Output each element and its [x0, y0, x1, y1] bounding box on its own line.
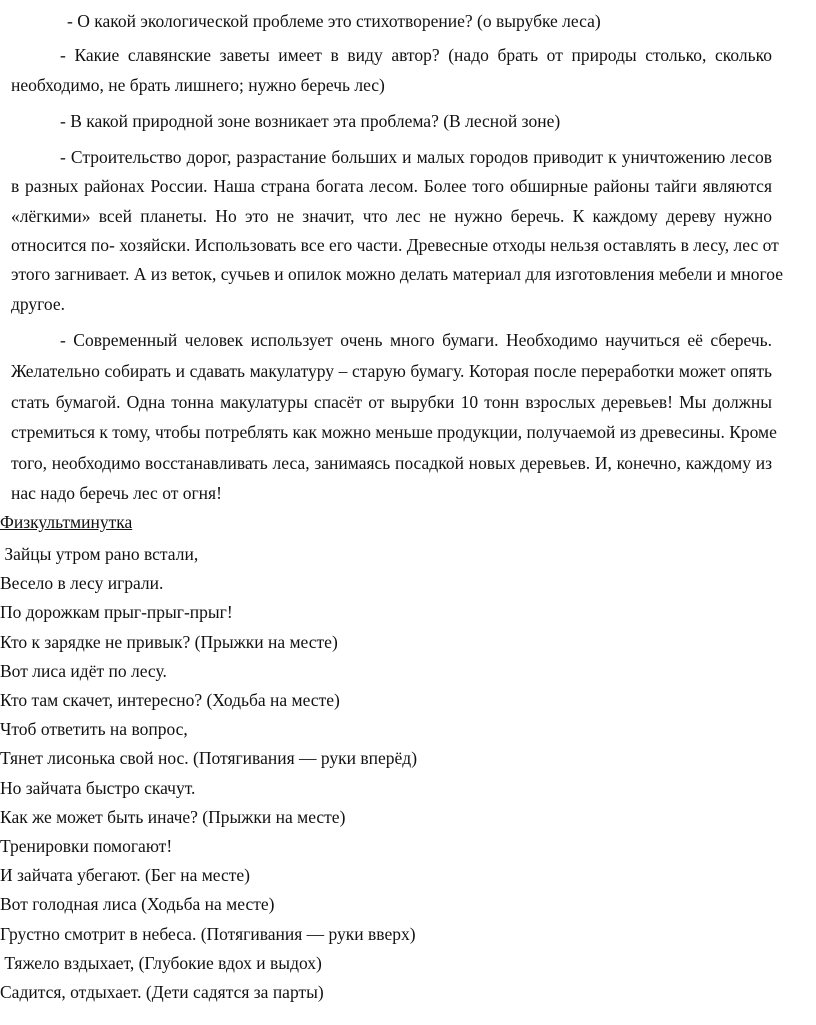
paragraph-forest-line-1: - Строительство дорог, разрастание больших и малых городов приводит к уничтожению лесов [60, 147, 772, 167]
paragraph-paper-line-4: стремиться к тому, чтобы потреблять как можно меньше продукции, получаемой из древесины. Кроме [11, 422, 777, 442]
poem-line: Чтоб ответить на вопрос, [0, 719, 188, 739]
paragraph-paper-line-6: нас надо беречь лес от огня! [11, 483, 222, 503]
poem-line: По дорожкам прыг-прыг-прыг! [0, 602, 233, 622]
paragraph-forest-line-5: этого загнивает. А из веток, сучьев и опилок можно делать материал для изготовления мебели и многое [11, 264, 783, 284]
question-ecological-problem: - О какой экологической проблеме это стихотворение? (о вырубке леса) [67, 11, 601, 31]
poem-line: Грустно смотрит в небеса. (Потягивания — руки вверх) [0, 924, 416, 944]
paragraph-forest-line-2: в разных районах России. Наша страна богата лесом. Более того обширные районы тайги являются [11, 176, 772, 196]
paragraph-paper-line-1: - Современный человек использует очень много бумаги. Необходимо научиться её сберечь. [60, 330, 772, 350]
paragraph-paper-line-5: того, необходимо восстанавливать леса, занимаясь посадкой новых деревьев. И, конечно, каждому из [11, 453, 772, 473]
paragraph-paper-line-2: Желательно собирать и сдавать макулатуру – старую бумагу. Которая после переработки может опять [11, 361, 772, 381]
question-natural-zone: - В какой природной зоне возникает эта проблема? (В лесной зоне) [60, 111, 561, 131]
paragraph-forest-line-4: относится по- хозяйски. Использовать все его части. Древесные отходы нельзя оставлять в лесу, лес от [11, 235, 779, 255]
paragraph-forest-line-6: другое. [11, 294, 66, 314]
poem-line: Кто там скачет, интересно? (Ходьба на месте) [0, 690, 340, 710]
paragraph-paper-line-3: стать бумагой. Одна тонна макулатуры спасёт от вырубки 10 тонн взрослых деревьев! Мы должны [11, 392, 772, 412]
poem-line: И зайчата убегают. (Бег на месте) [0, 865, 250, 885]
poem-line: Как же может быть иначе? (Прыжки на месте) [0, 807, 346, 827]
section-heading-fizminutka: Физкультминутка [0, 512, 133, 532]
poem-line: Садится, отдыхает. (Дети садятся за парты) [0, 982, 324, 1002]
poem-line: Тренировки помогают! [0, 836, 173, 856]
poem-line: Кто к зарядке не привык? (Прыжки на месте) [0, 632, 338, 652]
poem-line: Тяжело вздыхает, (Глубокие вдох и выдох) [0, 953, 322, 973]
poem-line: Зайцы утром рано встали, [0, 544, 199, 564]
poem-line: Весело в лесу играли. [0, 573, 164, 593]
question-slavic-precepts-line-1: - Какие славянские заветы имеет в виду автор? (надо брать от природы столько, сколько [60, 45, 772, 65]
paragraph-forest-line-3: «лёгкими» всей планеты. Но это не значит, что лес не нужно беречь. К каждому дереву нужно [11, 206, 772, 226]
poem-line: Вот лиса идёт по лесу. [0, 661, 167, 681]
poem-line: Тянет лисонька свой нос. (Потягивания — руки вперёд) [0, 748, 418, 768]
poem-line: Вот голодная лиса (Ходьба на месте) [0, 894, 275, 914]
question-slavic-precepts-line-2: необходимо, не брать лишнего; нужно беречь лес) [11, 75, 385, 95]
poem-line: Но зайчата быстро скачут. [0, 778, 196, 798]
